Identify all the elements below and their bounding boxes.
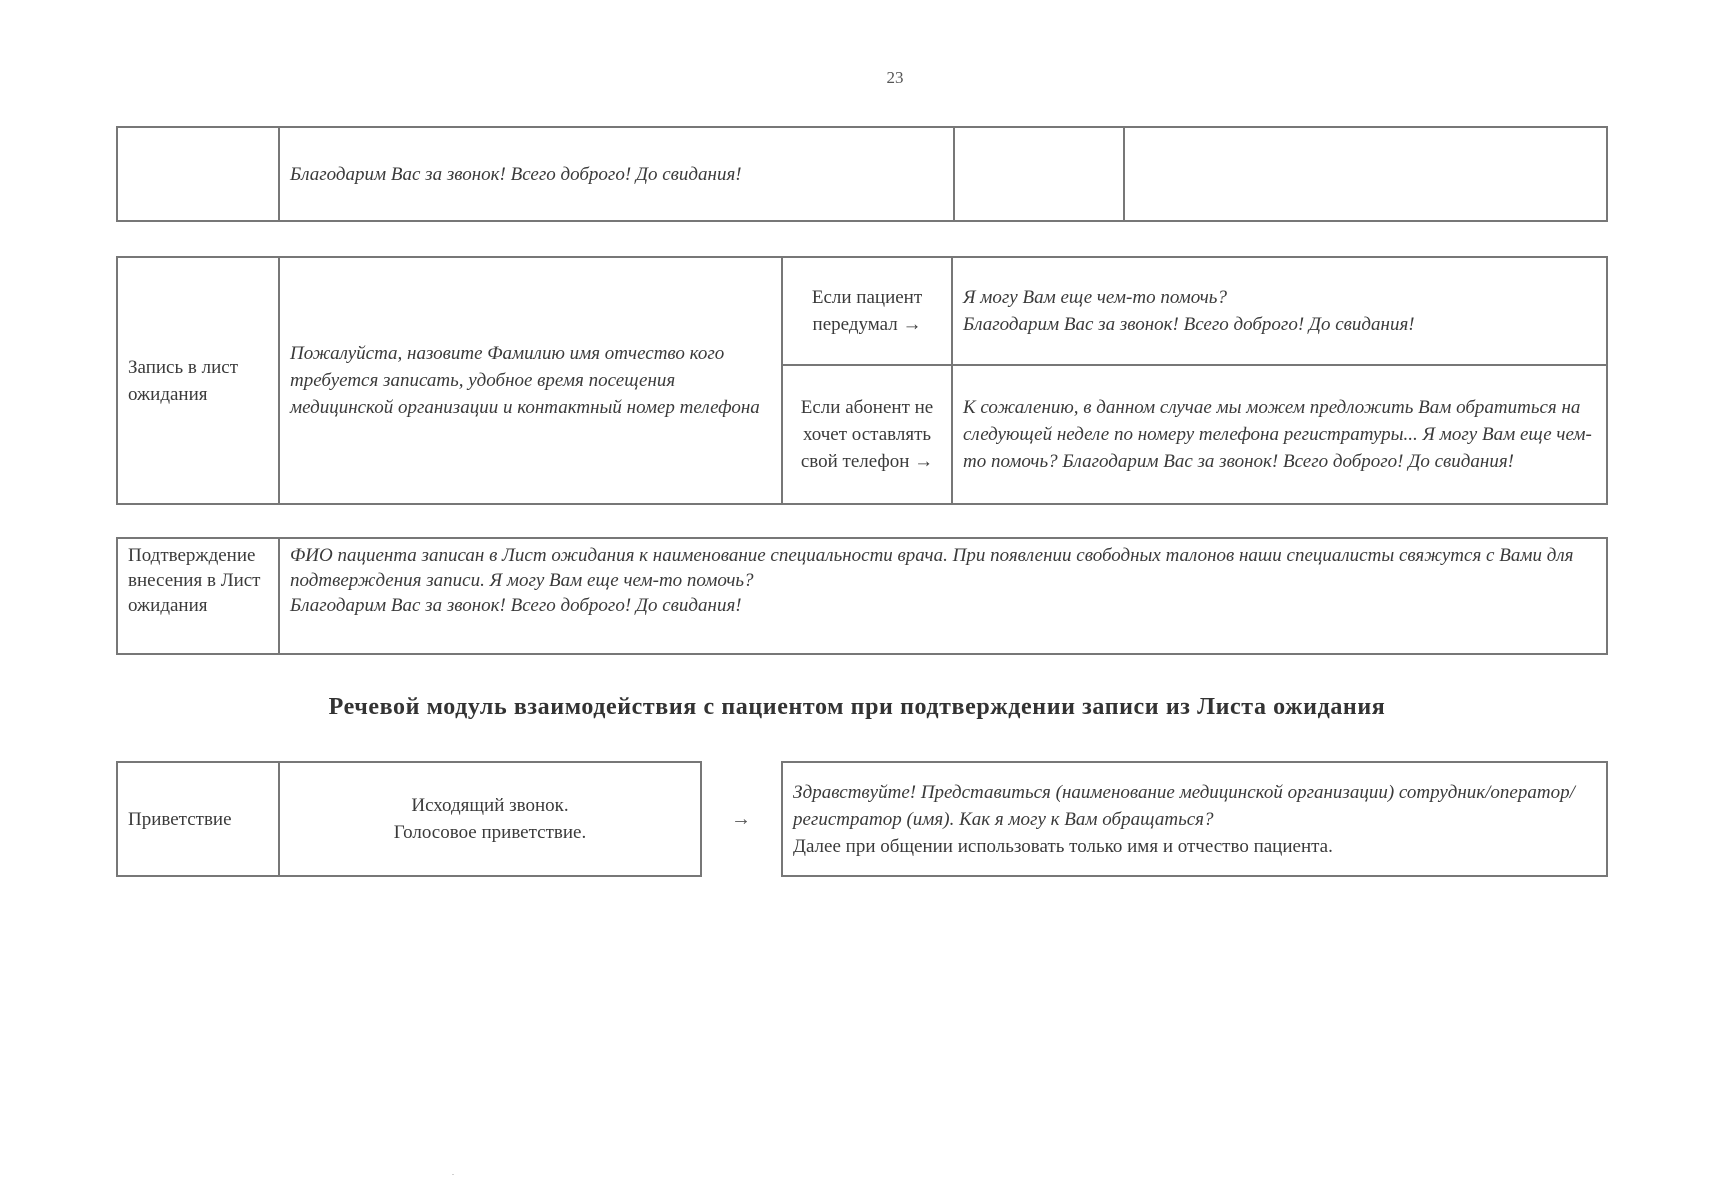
waitlist-entry-table [116,256,1608,505]
greeting-label: Приветствие [117,762,279,876]
response-line: Благодарим Вас за звонок! Всего доброго! До свидания! [963,314,1415,335]
script-line: Далее при общении использовать только имя и отчество пациента. [793,835,1333,857]
empty-condition-cell [954,127,1124,221]
confirmation-text [279,538,1607,654]
greeting-script [782,762,1607,876]
empty-response-cell [1124,127,1607,221]
greeting-table [116,761,702,877]
confirmation-line: Благодарим Вас за звонок! Всего доброго! До свидания! [290,595,742,616]
action-line: Исходящий звонок. [411,795,569,816]
patient-changed-mind-condition: Если пациент передумал → [782,257,952,365]
closing-row-table [116,126,1608,222]
confirmation-line: ФИО пациента записан в Лист ожидания к наименование специальности врача. При появлении свободных талонов наши специалисты свяжутся с Вами для подтверждения записи. Я могу Вам еще чем-то помочь? [290,545,1574,591]
patient-changed-mind-response [952,257,1607,365]
no-phone-response: К сожалению, в данном случае мы можем предложить Вам обратиться на следующей неделе по номеру телефона регистратуры... Я могу Вам еще чем-то помочь? Благодарим Вас за звонок! Всего доброго! До свидания! [952,365,1607,504]
scan-dot: . [452,1168,454,1177]
waitlist-label: Запись в лист ожидания [117,257,279,504]
page-number: 23 [886,68,904,87]
response-line: Я могу Вам еще чем-то помочь? [963,287,1227,308]
farewell-text: Благодарим Вас за звонок! Всего доброго! До свидания! [279,127,954,221]
waitlist-confirmation-table [116,537,1608,655]
empty-label-cell [117,127,279,221]
script-line: Здравствуйте! Представиться (наименование медицинской организации) сотрудник/оператор/регистратор (имя). Как я могу к Вам обращаться? [793,781,1575,830]
confirmation-label: Подтверждение внесения в Лист ожидания [117,538,279,654]
waitlist-prompt: Пожалуйста, назовите Фамилию имя отчество кого требуется записать, удобное время посещения медицинской организации и контактный номер телефона [279,257,782,504]
arrow-icon: → [731,808,751,830]
greeting-script-table [781,761,1608,877]
no-phone-condition: Если абонент не хочет оставлять свой телефон → [782,365,952,504]
action-line: Голосовое приветствие. [393,822,587,843]
section-heading: Речевой модуль взаимодействия с пациентом при подтверждении записи из Листа ожидания [328,694,1386,720]
greeting-action [279,762,701,876]
